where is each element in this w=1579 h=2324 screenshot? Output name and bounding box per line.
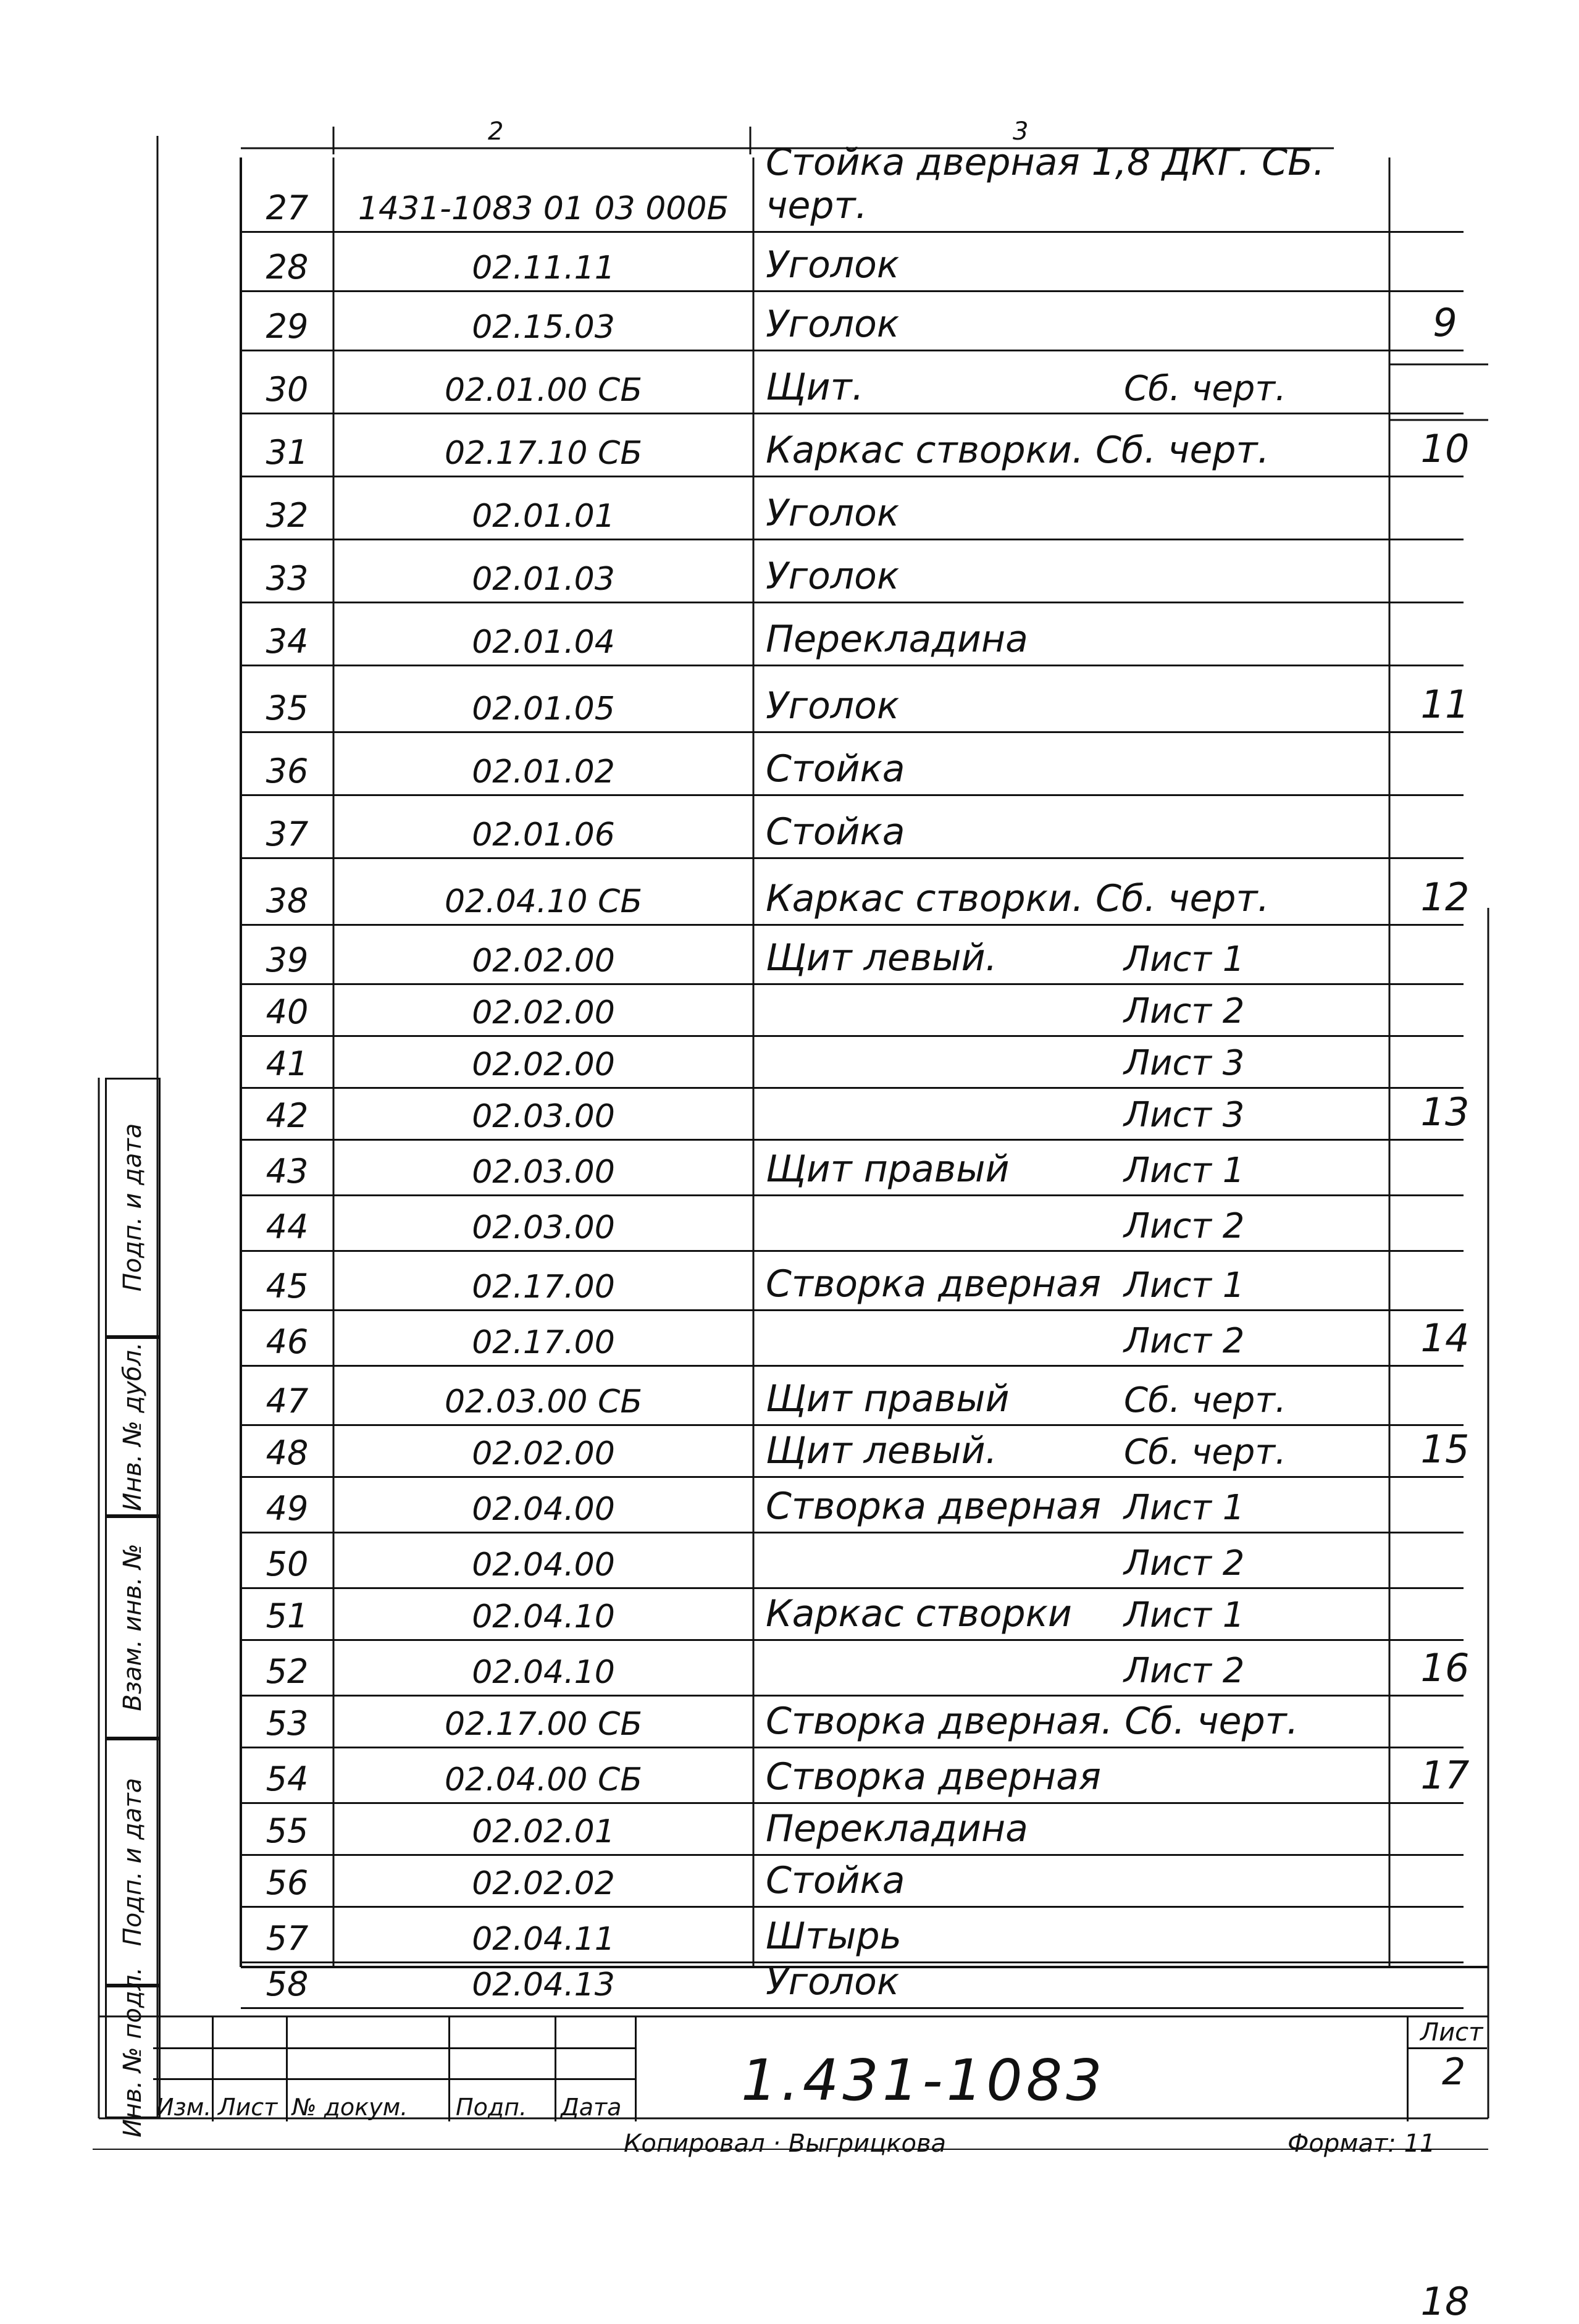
row-name bbox=[753, 1639, 1420, 1695]
row-position: 42 bbox=[266, 1096, 309, 1135]
row-name-text: Щит левый. bbox=[766, 1429, 997, 1472]
row-name bbox=[753, 413, 1420, 476]
row-designation: 02.04.13 bbox=[472, 1966, 615, 2003]
row-name-note: Лист 1 bbox=[1124, 1595, 1245, 1635]
row-position: 49 bbox=[266, 1489, 309, 1528]
row-name bbox=[753, 1194, 1420, 1250]
row-sheet-number: 15 bbox=[1420, 1427, 1470, 1472]
row-name bbox=[753, 1854, 1420, 1906]
row-name bbox=[753, 1250, 1420, 1309]
row-designation: 02.03.00 СБ bbox=[444, 1383, 643, 1420]
document-number: 1.431-1083 bbox=[741, 2047, 1106, 2113]
side-stamp-podp-data-1: Подп. и дата bbox=[105, 1078, 161, 1337]
row-position: 52 bbox=[266, 1652, 309, 1691]
row-designation: 02.04.00 bbox=[472, 1491, 615, 1528]
row-name-note: Сб. черт. bbox=[1124, 369, 1286, 409]
row-designation: 02.03.00 bbox=[472, 1209, 615, 1246]
row-name bbox=[753, 350, 1420, 413]
row-position: 56 bbox=[266, 1863, 309, 1902]
row-name bbox=[753, 1476, 1420, 1532]
row-name bbox=[753, 1365, 1420, 1424]
row-designation: 02.04.11 bbox=[472, 1921, 615, 1958]
row-position: 33 bbox=[266, 559, 309, 598]
row-position: 55 bbox=[266, 1811, 309, 1850]
row-position: 30 bbox=[266, 370, 309, 409]
row-name bbox=[753, 290, 1420, 350]
row-sheet-number: 11 bbox=[1420, 682, 1470, 727]
row-name-text: Щит правый bbox=[766, 1147, 1010, 1191]
row-sheet-number: 13 bbox=[1420, 1089, 1470, 1135]
row-name-note: Лист 3 bbox=[1124, 1043, 1245, 1083]
row-name bbox=[753, 231, 1420, 290]
row-designation: 02.02.00 bbox=[472, 942, 615, 980]
row-name-note: Лист 2 bbox=[1124, 991, 1245, 1031]
row-name bbox=[753, 1961, 1420, 2007]
row-position: 44 bbox=[266, 1207, 309, 1246]
row-name-text: Штырь bbox=[766, 1915, 902, 1958]
row-name-note: Сб. черт. bbox=[1124, 1432, 1286, 1472]
row-sheet-number: 10 bbox=[1420, 426, 1470, 471]
table-row bbox=[241, 350, 1464, 414]
copied-by: Копировал · Выгрицкова bbox=[624, 2129, 947, 2158]
row-position: 54 bbox=[266, 1760, 309, 1798]
table-row bbox=[241, 1476, 1464, 1533]
row-designation: 02.01.00 СБ bbox=[444, 372, 643, 409]
table-row bbox=[241, 1365, 1464, 1426]
row-position: 47 bbox=[266, 1382, 309, 1420]
row-designation: 02.02.02 bbox=[472, 1865, 615, 1902]
row-designation: 02.01.06 bbox=[472, 816, 615, 854]
row-name-text: Уголок bbox=[766, 492, 900, 535]
row-designation: 02.02.01 bbox=[472, 1813, 615, 1850]
row-name bbox=[753, 1309, 1420, 1365]
row-name-note: Лист 2 bbox=[1124, 1321, 1245, 1361]
table-row bbox=[241, 1087, 1464, 1141]
row-name-text: Перекладина bbox=[766, 1807, 1028, 1850]
row-sheet-number: 17 bbox=[1420, 1753, 1470, 1798]
row-designation: 02.03.00 bbox=[472, 1154, 615, 1191]
table-row bbox=[241, 290, 1464, 351]
row-sheet-number: 16 bbox=[1420, 1645, 1470, 1690]
row-position: 38 bbox=[266, 881, 309, 920]
row-name-text: Стойка bbox=[766, 747, 905, 791]
row-name bbox=[753, 983, 1420, 1035]
row-designation: 02.11.11 bbox=[472, 250, 615, 287]
row-designation: 02.02.00 bbox=[472, 1046, 615, 1083]
row-name bbox=[753, 1424, 1420, 1476]
row-designation: 02.01.05 bbox=[472, 690, 615, 728]
row-name-note: Лист 1 bbox=[1124, 1151, 1245, 1191]
row-position: 39 bbox=[266, 941, 309, 980]
row-name-note: Лист 3 bbox=[1124, 1095, 1245, 1135]
header-col3-label: 3 bbox=[1013, 117, 1029, 146]
table-row bbox=[241, 1194, 1464, 1252]
row-designation: 1431-1083 01 03 000Б bbox=[358, 190, 729, 227]
row-position: 45 bbox=[266, 1267, 309, 1306]
row-name-text: Щит левый. bbox=[766, 936, 997, 980]
row-name bbox=[753, 1139, 1420, 1194]
row-name bbox=[753, 1802, 1420, 1854]
table-row bbox=[241, 476, 1464, 540]
tb-list-label: Лист bbox=[218, 2094, 278, 2121]
row-name-note: Лист 2 bbox=[1124, 1206, 1245, 1246]
side-stamp-podp-data-2: Подп. и дата bbox=[105, 1739, 161, 1986]
header-col2-label: 2 bbox=[488, 117, 504, 146]
table-row bbox=[241, 1695, 1464, 1748]
row-position: 29 bbox=[266, 307, 309, 346]
row-name bbox=[753, 602, 1420, 665]
row-position: 41 bbox=[266, 1044, 309, 1083]
table-row bbox=[241, 983, 1464, 1037]
row-designation: 02.02.00 bbox=[472, 1435, 615, 1472]
row-position: 51 bbox=[266, 1596, 309, 1635]
side-stamp-vzam-inv: Взам. инв. № bbox=[105, 1516, 161, 1739]
row-name bbox=[753, 794, 1420, 857]
table-row bbox=[241, 413, 1464, 477]
table-row bbox=[241, 1906, 1464, 1963]
row-position: 57 bbox=[266, 1919, 309, 1958]
row-position: 27 bbox=[266, 188, 309, 227]
row-name bbox=[753, 731, 1420, 794]
table-row bbox=[241, 1532, 1464, 1589]
sheet-label: Лист bbox=[1420, 2018, 1483, 2047]
row-designation: 02.15.03 bbox=[472, 309, 615, 346]
table-row bbox=[241, 1424, 1464, 1478]
tb-podp-label: Подп. bbox=[456, 2094, 527, 2121]
row-name-text: Створка дверная bbox=[766, 1485, 1102, 1528]
row-name-text: Уголок bbox=[766, 555, 900, 598]
table-row bbox=[241, 665, 1464, 733]
row-position: 53 bbox=[266, 1704, 309, 1743]
row-name-text: Перекладина bbox=[766, 618, 1028, 661]
row-designation: 02.01.04 bbox=[472, 624, 615, 661]
row-sheet-number: 14 bbox=[1420, 1315, 1470, 1361]
row-name bbox=[753, 1532, 1420, 1587]
row-designation: 02.17.00 bbox=[472, 1324, 615, 1361]
row-position: 37 bbox=[266, 815, 309, 854]
row-designation: 02.17.00 bbox=[472, 1269, 615, 1306]
sheet-number: 2 bbox=[1442, 2050, 1466, 2094]
table-row bbox=[241, 1747, 1464, 1804]
row-name bbox=[753, 539, 1420, 602]
row-name-text: Уголок bbox=[766, 303, 900, 346]
row-name-text: Каркас створки bbox=[766, 1592, 1072, 1635]
row-sheet-number: 9 bbox=[1433, 300, 1457, 345]
row-name-note: Лист 1 bbox=[1124, 939, 1245, 980]
row-position: 32 bbox=[266, 496, 309, 535]
table-row bbox=[241, 1035, 1464, 1089]
row-name bbox=[753, 141, 1420, 231]
row-designation: 02.03.00 bbox=[472, 1098, 615, 1135]
row-name-note: Лист 2 bbox=[1124, 1543, 1245, 1584]
table-row bbox=[241, 1587, 1464, 1641]
row-name bbox=[753, 924, 1420, 983]
row-designation: 02.02.00 bbox=[472, 994, 615, 1031]
row-name-note: Лист 1 bbox=[1124, 1265, 1245, 1306]
row-name-text: Каркас створки. Сб. черт. bbox=[766, 429, 1270, 472]
row-designation: 02.01.03 bbox=[472, 561, 615, 598]
row-name-text: Створка дверная bbox=[766, 1755, 1102, 1798]
row-name-note: Лист 2 bbox=[1124, 1651, 1245, 1691]
row-name bbox=[753, 665, 1420, 731]
table-row bbox=[241, 857, 1464, 926]
table-row bbox=[241, 1250, 1464, 1311]
table-row bbox=[241, 1309, 1464, 1367]
table-row bbox=[241, 924, 1464, 985]
tb-izm-label: Изм. bbox=[156, 2094, 212, 2121]
row-designation: 02.17.00 СБ bbox=[444, 1706, 643, 1743]
row-position: 35 bbox=[266, 689, 309, 728]
row-name-text: Стойка bbox=[766, 1859, 905, 1902]
row-name-text: Створка дверная. Сб. черт. bbox=[766, 1700, 1299, 1743]
row-name-note: Лист 1 bbox=[1124, 1488, 1245, 1528]
row-designation: 02.04.10 bbox=[472, 1654, 615, 1691]
row-designation: 02.04.00 СБ bbox=[444, 1761, 643, 1798]
row-position: 50 bbox=[266, 1545, 309, 1584]
tb-data-label: Дата bbox=[561, 2094, 622, 2121]
row-name-text: Стойка bbox=[766, 810, 905, 854]
row-designation: 02.04.10 СБ bbox=[444, 883, 643, 920]
row-name bbox=[753, 1695, 1420, 1747]
tb-doc-label: № докум. bbox=[292, 2094, 408, 2121]
side-stamp-inv-dubl: Инв. № дубл. bbox=[105, 1337, 161, 1516]
row-name bbox=[753, 1906, 1420, 1961]
table-row bbox=[241, 1139, 1464, 1196]
row-name-text: Щит правый bbox=[766, 1377, 1010, 1420]
row-name bbox=[753, 857, 1420, 924]
row-name bbox=[753, 1087, 1420, 1139]
row-designation: 02.17.10 СБ bbox=[444, 435, 643, 472]
row-name-note: Сб. черт. bbox=[1124, 1380, 1286, 1420]
format-label: Формат: 11 bbox=[1288, 2129, 1436, 2158]
row-name bbox=[753, 1747, 1420, 1802]
table-row bbox=[241, 141, 1464, 233]
row-name bbox=[753, 476, 1420, 539]
table-row bbox=[241, 1639, 1464, 1697]
row-name bbox=[753, 1035, 1420, 1087]
row-position: 43 bbox=[266, 1152, 309, 1191]
row-position: 46 bbox=[266, 1322, 309, 1361]
row-name-text: Уголок bbox=[766, 684, 900, 728]
table-row bbox=[241, 1961, 1464, 2009]
table-row bbox=[241, 794, 1464, 859]
row-position: 40 bbox=[266, 992, 309, 1031]
row-position: 28 bbox=[266, 248, 309, 287]
row-name bbox=[753, 1587, 1420, 1639]
row-sheet-number: 18 bbox=[1420, 2279, 1470, 2324]
row-position: 36 bbox=[266, 752, 309, 791]
row-position: 31 bbox=[266, 433, 309, 472]
row-position: 34 bbox=[266, 622, 309, 661]
row-name-text: Каркас створки. Сб. черт. bbox=[766, 877, 1270, 920]
row-name-text: Щит. bbox=[766, 366, 864, 409]
table-row bbox=[241, 539, 1464, 603]
table-row bbox=[241, 1854, 1464, 1908]
table-row bbox=[241, 602, 1464, 666]
row-position: 58 bbox=[266, 1965, 309, 2003]
table-row bbox=[241, 731, 1464, 796]
row-name-text: Стойка дверная 1,8 ДКГ. СБ. черт. bbox=[766, 141, 1325, 227]
row-name-text: Уголок bbox=[766, 243, 900, 287]
side-stamp-inv-podl: Инв. № подл. bbox=[105, 1986, 161, 2118]
row-designation: 02.04.00 bbox=[472, 1546, 615, 1584]
table-row bbox=[241, 1802, 1464, 1856]
row-designation: 02.01.02 bbox=[472, 753, 615, 791]
row-name-text: Створка дверная bbox=[766, 1262, 1102, 1306]
row-designation: 02.04.10 bbox=[472, 1598, 615, 1635]
row-position: 48 bbox=[266, 1433, 309, 1472]
row-designation: 02.01.01 bbox=[472, 498, 615, 535]
table-row bbox=[241, 231, 1464, 292]
row-sheet-number: 12 bbox=[1420, 875, 1470, 920]
row-name-text: Уголок bbox=[766, 1960, 900, 2003]
